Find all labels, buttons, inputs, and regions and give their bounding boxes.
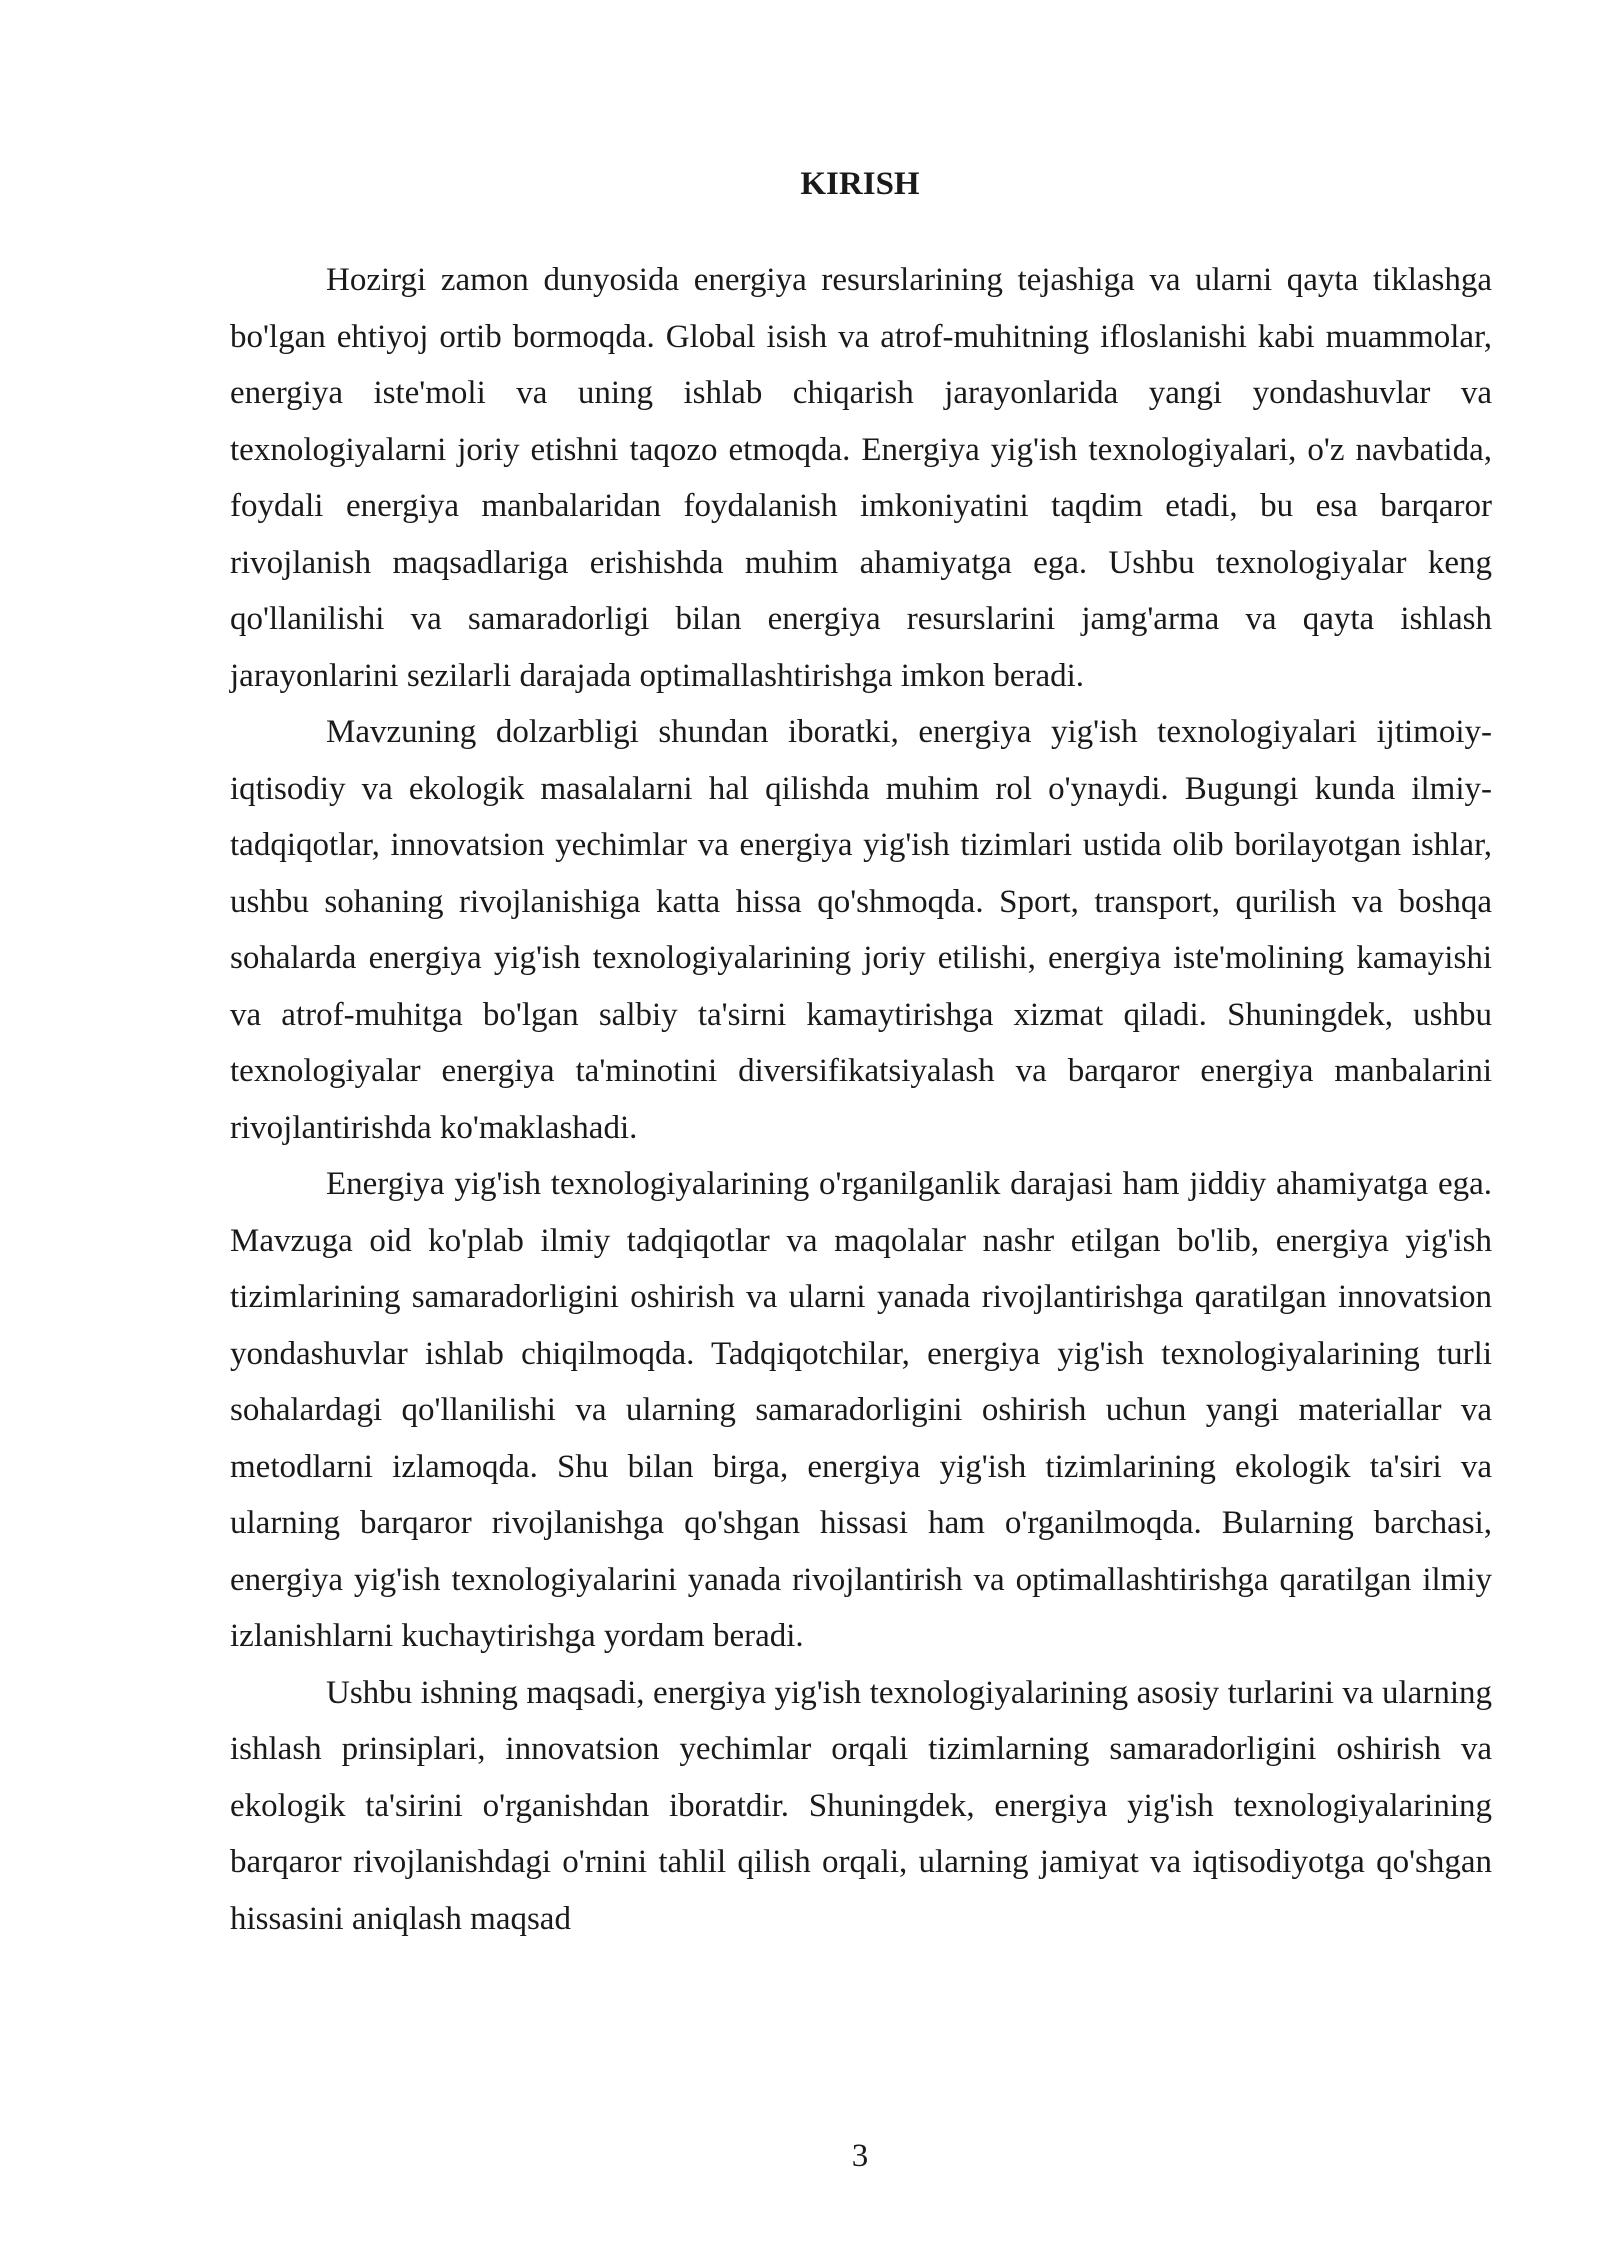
body-text: [230, 252, 1492, 1947]
page-number: 3: [851, 2138, 869, 2174]
paragraph-goal: Ushbu ishning maqsadi, energiya yig'ish texnologiyalarining asosiy turlarini va ularning ishlash prinsiplari, innovatsion yechimlar orqali tizimlarning samaradorligini oshirish va ekologik ta'sirini o'rganishdan iboratdir. Shuningdek, energiya yig'ish texnologiyalarining barqaror rivojlanishdagi o'rnini tahlil qilish orqali, ularning jamiyat va iqtisodiyotga qo'shgan hissasini aniqlash maqsad: [230, 1674, 1492, 1937]
section-title: KIRISH: [800, 166, 920, 202]
paragraph-research-degree: Energiya yig'ish texnologiyalarining o'rganilganlik darajasi ham jiddiy ahamiyatga ega. Mavzuga oid ko'plab ilmiy tadqiqotlar va maqolalar nashr etilgan bo'lib, energiya yig'ish tizimlarining samaradorligini oshirish va ularni yanada rivojlantirishga qaratilgan innovatsion yondashuvlar ishlab chiqilmoqda. Tadqiqotchilar, energiya yig'ish texnologiyalarining turli sohalardagi qo'llanilishi va ularning samaradorligini oshirish uchun yangi materiallar va metodlarni izlamoqda. Shu bilan birga, energiya yig'ish tizimlarining ekologik ta'siri va ularning barqaror rivojlanishga qo'shgan hissasi ham o'rganilmoqda. Bularning barchasi, energiya yig'ish texnologiyalarini yanada rivojlantirish va optimallashtirishga qaratilgan ilmiy izlanishlarni kuchaytirishga yordam beradi.: [230, 1166, 1492, 1654]
paragraph-relevance: Mavzuning dolzarbligi shundan iboratki, energiya yig'ish texnologiyalari ijtimoiy-iqtisodiy va ekologik masalalarni hal qilishda muhim rol o'ynaydi. Bugungi kunda ilmiy-tadqiqotlar, innovatsion yechimlar va energiya yig'ish tizimlari ustida olib borilayotgan ishlar, ushbu sohaning rivojlanishiga katta hissa qo'shmoqda. Sport, transport, qurilish va boshqa sohalarda energiya yig'ish texnologiyalarining joriy etilishi, energiya iste'molining kamayishi va atrof-muhitga bo'lgan salbiy ta'sirni kamaytirishga xizmat qiladi. Shuningdek, ushbu texnologiyalar energiya ta'minotini diversifikatsiyalash va barqaror energiya manbalarini rivojlantirishda ko'maklashadi.: [230, 714, 1492, 1146]
paragraph-introduction: Hozirgi zamon dunyosida energiya resurslarining tejashiga va ularni qayta tiklashga bo'lgan ehtiyoj ortib bormoqda. Global isish va atrof-muhitning ifloslanishi kabi muammolar, energiya iste'moli va uning ishlab chiqarish jarayonlarida yangi yondashuvlar va texnologiyalarni joriy etishni taqozo etmoqda. Energiya yig'ish texnologiyalari, o'z navbatida, foydali energiya manbalaridan foydalanish imkoniyatini taqdim etadi, bu esa barqaror rivojlanish maqsadlariga erishishda muhim ahamiyatga ega. Ushbu texnologiyalar keng qo'llanilishi va samaradorligi bilan energiya resurslarini jamg'arma va qayta ishlash jarayonlarini sezilarli darajada optimallashtirishga imkon beradi.: [230, 262, 1492, 694]
